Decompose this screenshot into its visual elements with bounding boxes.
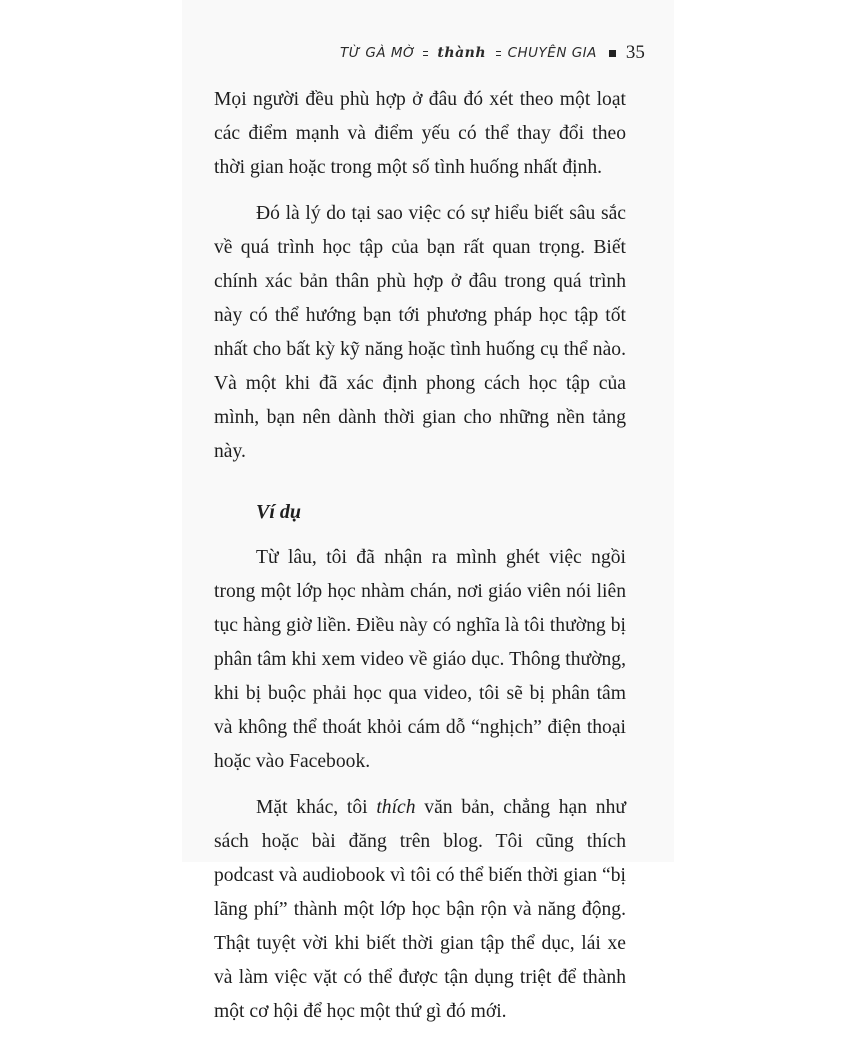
title-middle: thành: [437, 45, 486, 61]
title-ornament: [496, 51, 501, 56]
title-ornament: [423, 51, 428, 56]
paragraph: Đó là lý do tại sao việc có sự hiểu biết sâu sắc về quá trình học tập của bạn rất quan trọng. Biết chính xác bản thân phù hợp ở đâu trong quá trình này có thể hướng bạn tới phương pháp học tập tốt nhất cho bất kỳ kỹ năng hoặc tình huống cụ thể nào. Và một khi đã xác định phong cách học tập của mình, bạn nên dành thời gian cho những nền tảng này.: [214, 203, 626, 462]
paragraph: Từ lâu, tôi đã nhận ra mình ghét việc ngồi trong một lớp học nhàm chán, nơi giáo viên nói liên tục hàng giờ liền. Điều này có nghĩa là tôi thường bị phân tâm khi xem video về giáo dục. Thông thường, khi bị buộc phải học qua video, tôi sẽ bị phân tâm và không thể thoát khỏi cám dỗ “nghịch” điện thoại hoặc vào Facebook.: [214, 547, 626, 772]
running-header: [340, 42, 645, 64]
header-square-bullet: [609, 50, 616, 57]
title-part-2: CHUYÊN GIA: [507, 45, 597, 61]
paragraph-text: văn bản, chẳng hạn như sách hoặc bài đăng trên blog. Tôi cũng thích podcast và audiobook vì tôi có thể biến thời gian “bị lãng phí” thành một lớp học bận rộn và năng động. Thật tuyệt vời khi biết thời gian tập thể dục, lái xe và làm việc vặt có thể được tận dụng triệt để thành một cơ hội để học một thứ gì đó mới.: [214, 797, 627, 1022]
running-title: [340, 45, 597, 61]
emphasis-text: thích: [376, 797, 416, 818]
section-heading: Ví dụ: [256, 501, 302, 523]
title-part-1: TỪ GÀ MỜ: [340, 45, 416, 61]
paragraph-text: Mặt khác, tôi: [256, 797, 377, 818]
paragraph: [214, 791, 626, 1029]
paragraph: Mọi người đều phù hợp ở đâu đó xét theo một loạt các điểm mạnh và điểm yếu có thể thay đổi theo thời gian hoặc trong một số tình huống nhất định.: [214, 89, 626, 178]
page-body: [214, 83, 626, 1041]
page-number: 35: [625, 42, 645, 63]
